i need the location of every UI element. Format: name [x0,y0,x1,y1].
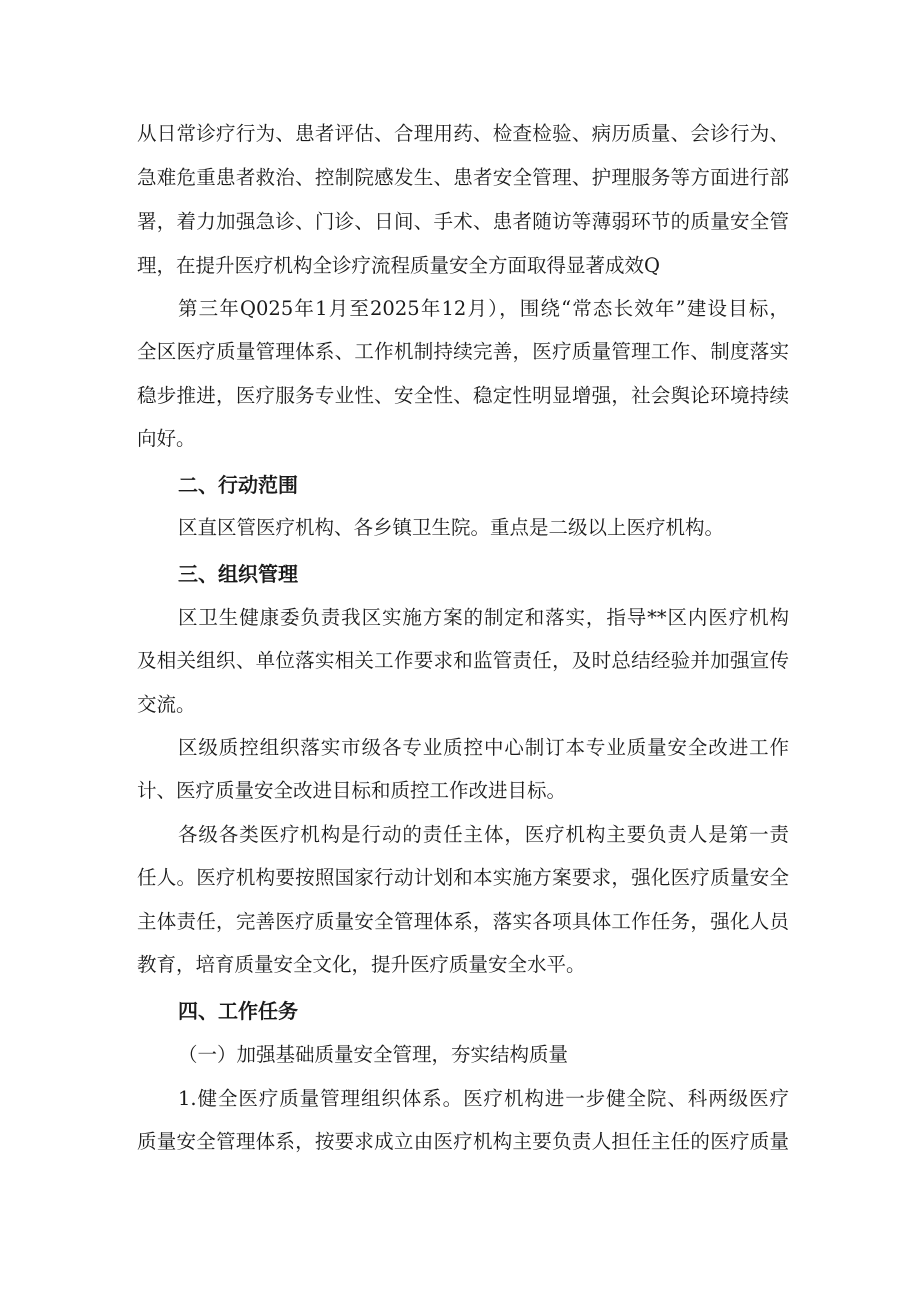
paragraph-line: 任人。医疗机构要按照国家行动计划和本实施方案要求，强化医疗质量安全 [137,866,789,889]
paragraph-line: 署，着力加强急诊、门诊、日间、手术、患者随访等薄弱环节的质量安全管 [137,210,789,233]
section-heading: 四、工作任务 [178,999,298,1023]
subsection-heading: （一）加强基础质量安全管理，夯实结构质量 [178,1043,569,1066]
section-heading: 三、组织管理 [178,562,298,586]
paragraph-line: 交流。 [137,693,196,716]
paragraph-line: 质量安全管理体系，按要求成立由医疗机构主要负责人担任主任的医疗质量 [137,1130,789,1153]
paragraph-line: 从日常诊疗行为、患者评估、合理用药、检查检验、病历质量、会诊行为、 [137,122,789,145]
paragraph-line: 第三年Q025年1月至2025年12月），围绕“常态长效年”建设目标， [178,297,789,320]
paragraph-line: 全区医疗质量管理体系、工作机制持续完善，医疗质量管理工作、制度落实 [137,340,789,363]
paragraph-line: 区直区管医疗机构、各乡镇卫生院。重点是二级以上医疗机构。 [178,516,725,539]
paragraph-line: 急难危重患者救治、控制院感发生、患者安全管理、护理服务等方面进行部 [137,166,789,189]
paragraph-line: 向好。 [137,427,196,450]
paragraph-line: 计、医疗质量安全改进目标和质控工作改进目标。 [137,779,567,802]
paragraph-line: 教育，培育质量安全文化，提升医疗质量安全水平。 [137,953,586,976]
paragraph-line: 1.健全医疗质量管理组织体系。医疗机构进一步健全院、科两级医疗 [178,1087,789,1110]
paragraph-line: 各级各类医疗机构是行动的责任主体，医疗机构主要负责人是第一责 [178,823,789,846]
paragraph-line: 及相关组织、单位落实相关工作要求和监管责任，及时总结经验并加强宣传 [137,649,789,672]
paragraph-line: 区卫生健康委负责我区实施方案的制定和落实，指导**区内医疗机构 [178,606,789,629]
paragraph-line: 主体责任，完善医疗质量安全管理体系，落实各项具体工作任务，强化人员 [137,910,789,933]
section-heading: 二、行动范围 [178,473,298,497]
paragraph-line: 区级质控组织落实市级各专业质控中心制订本专业质量安全改进工作 [178,736,789,759]
paragraph-line: 稳步推进，医疗服务专业性、安全性、稳定性明显增强，社会舆论环境持续 [137,384,789,407]
paragraph-line: 理，在提升医疗机构全诊疗流程质量安全方面取得显著成效Q [137,254,660,277]
